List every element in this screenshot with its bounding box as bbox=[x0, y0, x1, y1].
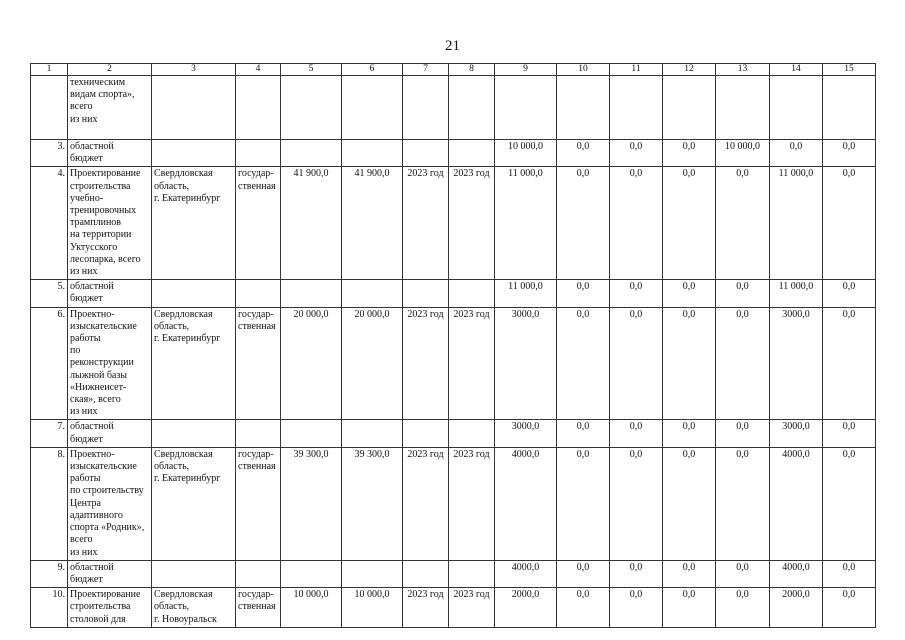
table-cell: 0,0 bbox=[610, 588, 663, 628]
table-cell: 0,0 bbox=[663, 307, 716, 420]
row-number-cell: 5. bbox=[31, 280, 68, 307]
table-cell bbox=[403, 420, 449, 447]
table-cell bbox=[236, 560, 281, 587]
table-cell bbox=[281, 560, 342, 587]
table-cell: 0,0 bbox=[823, 560, 876, 587]
row-number-cell: 7. bbox=[31, 420, 68, 447]
table-cell: 0,0 bbox=[770, 140, 823, 167]
table-cell: 0,0 bbox=[557, 307, 610, 420]
table-cell bbox=[152, 76, 236, 140]
table-cell: 0,0 bbox=[610, 307, 663, 420]
table-cell: 20 000,0 bbox=[281, 307, 342, 420]
table-cell: Свердловская область, г. Екатеринбург bbox=[152, 167, 236, 280]
table-cell bbox=[236, 420, 281, 447]
table-cell: 3000,0 bbox=[495, 420, 557, 447]
table-cell: 0,0 bbox=[716, 280, 770, 307]
table-cell bbox=[449, 76, 495, 140]
item-name-cell: областной бюджет bbox=[68, 420, 152, 447]
table-cell: 4000,0 bbox=[495, 447, 557, 560]
table-cell bbox=[281, 420, 342, 447]
table-cell bbox=[281, 280, 342, 307]
table-cell bbox=[403, 76, 449, 140]
table-cell: 2023 год bbox=[403, 588, 449, 628]
column-number-cell: 8 bbox=[449, 64, 495, 76]
table-cell bbox=[342, 280, 403, 307]
row-number-cell: 3. bbox=[31, 140, 68, 167]
item-name-cell: техническим видам спорта», всего из них bbox=[68, 76, 152, 140]
table-cell: 11 000,0 bbox=[770, 280, 823, 307]
row-number-cell: 4. bbox=[31, 167, 68, 280]
table-cell: 2023 год bbox=[403, 167, 449, 280]
item-name-cell: Проектирование строительства учебно- тренировочных трамплинов на территории Уктусского лесопарка, всего из них bbox=[68, 167, 152, 280]
table-cell: 0,0 bbox=[610, 167, 663, 280]
table-cell: государ- ственная bbox=[236, 447, 281, 560]
table-cell: 0,0 bbox=[557, 420, 610, 447]
table-cell: 3000,0 bbox=[770, 307, 823, 420]
table-cell bbox=[403, 280, 449, 307]
item-name-cell: областной бюджет bbox=[68, 560, 152, 587]
table-cell: Свердловская область, г. Екатеринбург bbox=[152, 447, 236, 560]
table-row bbox=[31, 447, 876, 560]
column-number-cell: 1 bbox=[31, 64, 68, 76]
table-cell: 0,0 bbox=[716, 560, 770, 587]
item-name-cell: областной бюджет bbox=[68, 140, 152, 167]
column-number-cell: 9 bbox=[495, 64, 557, 76]
table-cell: 4000,0 bbox=[770, 447, 823, 560]
column-number-cell: 2 bbox=[68, 64, 152, 76]
table-cell: 0,0 bbox=[610, 280, 663, 307]
table-cell: 0,0 bbox=[716, 420, 770, 447]
table-cell bbox=[449, 280, 495, 307]
table-cell: 0,0 bbox=[823, 167, 876, 280]
table-cell: 0,0 bbox=[610, 140, 663, 167]
table-cell: 0,0 bbox=[557, 167, 610, 280]
table-cell: 20 000,0 bbox=[342, 307, 403, 420]
table-cell: 0,0 bbox=[557, 588, 610, 628]
column-number-cell: 13 bbox=[716, 64, 770, 76]
table-cell: 0,0 bbox=[557, 140, 610, 167]
table-cell bbox=[236, 76, 281, 140]
table-cell: 10 000,0 bbox=[281, 588, 342, 628]
item-name-cell: Проектно- изыскательские работы по реконструкции лыжной базы «Нижнеисет- ская», всего из них bbox=[68, 307, 152, 420]
table-cell bbox=[403, 560, 449, 587]
table-cell bbox=[770, 76, 823, 140]
table-cell: 11 000,0 bbox=[770, 167, 823, 280]
table-row bbox=[31, 560, 876, 587]
table-cell: 2023 год bbox=[403, 447, 449, 560]
table-cell: государ- ственная bbox=[236, 167, 281, 280]
table-cell bbox=[152, 420, 236, 447]
item-name-cell: Проектирование строительства столовой для bbox=[68, 588, 152, 628]
table-cell: 4000,0 bbox=[495, 560, 557, 587]
table-cell: 0,0 bbox=[663, 167, 716, 280]
table-cell: 41 900,0 bbox=[342, 167, 403, 280]
column-number-cell: 15 bbox=[823, 64, 876, 76]
table-cell: 11 000,0 bbox=[495, 280, 557, 307]
table-cell: 0,0 bbox=[823, 420, 876, 447]
table-cell: 0,0 bbox=[716, 447, 770, 560]
table-cell: 0,0 bbox=[823, 447, 876, 560]
table-cell: 10 000,0 bbox=[716, 140, 770, 167]
column-number-cell: 7 bbox=[403, 64, 449, 76]
table-cell: государ- ственная bbox=[236, 588, 281, 628]
column-number-cell: 3 bbox=[152, 64, 236, 76]
table-cell bbox=[281, 76, 342, 140]
column-number-cell: 11 bbox=[610, 64, 663, 76]
table-cell: 0,0 bbox=[823, 280, 876, 307]
table-cell bbox=[663, 76, 716, 140]
column-number-cell: 4 bbox=[236, 64, 281, 76]
table-cell: 2023 год bbox=[449, 447, 495, 560]
table-row bbox=[31, 420, 876, 447]
table-cell: 2000,0 bbox=[770, 588, 823, 628]
table-cell: Свердловская область, г. Екатеринбург bbox=[152, 307, 236, 420]
table-cell: 0,0 bbox=[610, 420, 663, 447]
table-cell: 0,0 bbox=[823, 307, 876, 420]
table-cell bbox=[342, 76, 403, 140]
table-cell: государ- ственная bbox=[236, 307, 281, 420]
table-cell: 41 900,0 bbox=[281, 167, 342, 280]
row-number-cell: 10. bbox=[31, 588, 68, 628]
table-cell: 11 000,0 bbox=[495, 167, 557, 280]
table-cell: 2023 год bbox=[449, 588, 495, 628]
table-cell bbox=[557, 76, 610, 140]
table-cell: 39 300,0 bbox=[281, 447, 342, 560]
table-row bbox=[31, 140, 876, 167]
table-cell: 39 300,0 bbox=[342, 447, 403, 560]
table-row bbox=[31, 76, 876, 140]
row-number-cell: 6. bbox=[31, 307, 68, 420]
item-name-cell: Проектно- изыскательские работы по строительству Центра адаптивного спорта «Родник», всего из них bbox=[68, 447, 152, 560]
column-number-cell: 14 bbox=[770, 64, 823, 76]
table-cell bbox=[342, 420, 403, 447]
table-row bbox=[31, 307, 876, 420]
table-cell bbox=[236, 280, 281, 307]
table-cell bbox=[281, 140, 342, 167]
table-cell bbox=[152, 560, 236, 587]
table-cell: 0,0 bbox=[663, 280, 716, 307]
table-cell bbox=[449, 420, 495, 447]
table-cell bbox=[823, 76, 876, 140]
table-cell bbox=[716, 76, 770, 140]
table-cell: 2023 год bbox=[449, 307, 495, 420]
page-number: 21 bbox=[445, 38, 460, 54]
table-cell bbox=[342, 140, 403, 167]
column-number-row bbox=[31, 64, 876, 76]
row-number-cell: 8. bbox=[31, 447, 68, 560]
table-cell bbox=[152, 140, 236, 167]
table-cell: Свердловская область, г. Новоуральск bbox=[152, 588, 236, 628]
table-cell: 2023 год bbox=[449, 167, 495, 280]
table-cell: 0,0 bbox=[610, 560, 663, 587]
budget-table bbox=[30, 63, 876, 628]
table-cell: 0,0 bbox=[663, 560, 716, 587]
table-cell bbox=[342, 560, 403, 587]
table-cell: 0,0 bbox=[716, 588, 770, 628]
column-number-cell: 6 bbox=[342, 64, 403, 76]
table-cell: 4000,0 bbox=[770, 560, 823, 587]
table-cell: 10 000,0 bbox=[342, 588, 403, 628]
table-cell: 0,0 bbox=[557, 560, 610, 587]
table-cell: 3000,0 bbox=[770, 420, 823, 447]
table-cell: 0,0 bbox=[716, 167, 770, 280]
table-cell: 0,0 bbox=[663, 588, 716, 628]
item-name-cell: областной бюджет bbox=[68, 280, 152, 307]
table-cell: 0,0 bbox=[610, 447, 663, 560]
table-cell: 0,0 bbox=[823, 588, 876, 628]
table-cell: 0,0 bbox=[663, 420, 716, 447]
table-cell: 3000,0 bbox=[495, 307, 557, 420]
table-cell: 10 000,0 bbox=[495, 140, 557, 167]
table-cell: 2000,0 bbox=[495, 588, 557, 628]
table-row bbox=[31, 588, 876, 628]
table-cell bbox=[152, 280, 236, 307]
table-cell: 0,0 bbox=[557, 447, 610, 560]
table-cell: 2023 год bbox=[403, 307, 449, 420]
table-row bbox=[31, 280, 876, 307]
row-number-cell bbox=[31, 76, 68, 140]
table-cell bbox=[403, 140, 449, 167]
row-number-cell: 9. bbox=[31, 560, 68, 587]
table-cell: 0,0 bbox=[663, 140, 716, 167]
table-cell: 0,0 bbox=[716, 307, 770, 420]
table-cell bbox=[449, 560, 495, 587]
table-cell: 0,0 bbox=[823, 140, 876, 167]
table-cell bbox=[610, 76, 663, 140]
table-cell bbox=[236, 140, 281, 167]
table-cell bbox=[449, 140, 495, 167]
column-number-cell: 12 bbox=[663, 64, 716, 76]
table-cell: 0,0 bbox=[663, 447, 716, 560]
table-row bbox=[31, 167, 876, 280]
table-cell: 0,0 bbox=[557, 280, 610, 307]
column-number-cell: 10 bbox=[557, 64, 610, 76]
table-cell bbox=[495, 76, 557, 140]
column-number-cell: 5 bbox=[281, 64, 342, 76]
